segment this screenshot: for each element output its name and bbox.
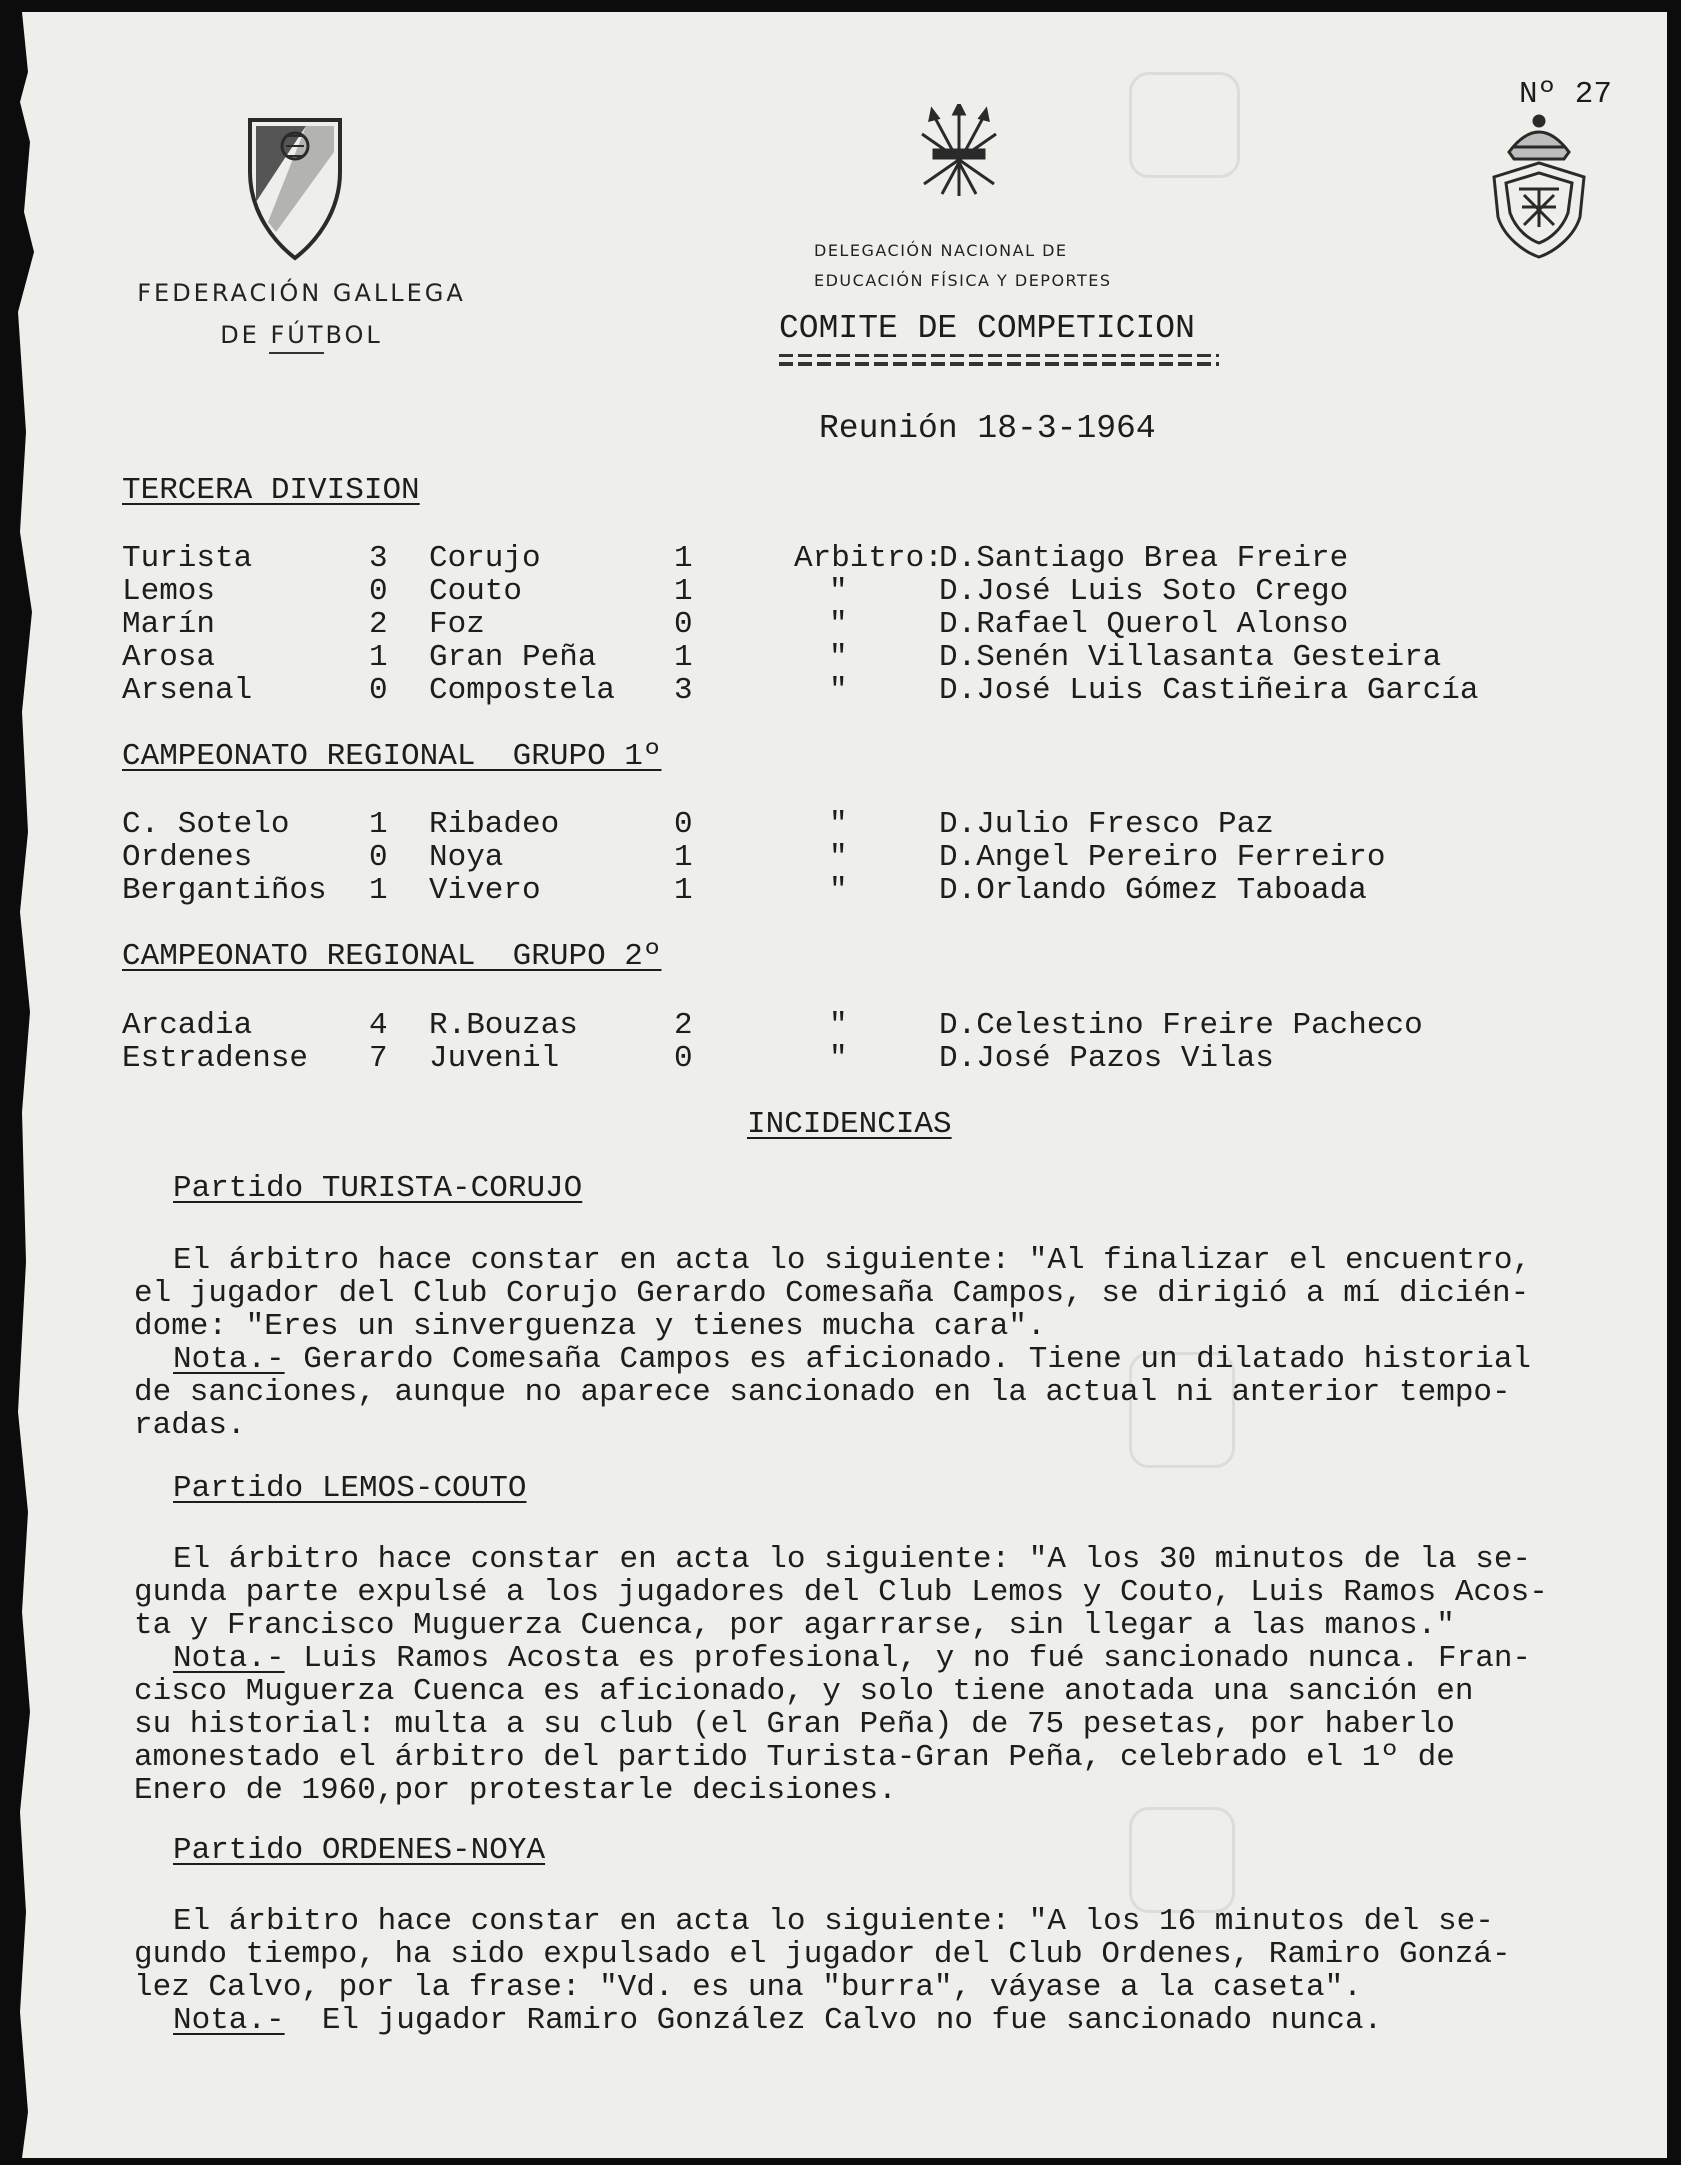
section-title: TERCERA DIVISION	[122, 473, 420, 508]
note-label: Nota.-	[173, 1342, 285, 1377]
home-team: Turista	[122, 541, 253, 576]
federation-name	[129, 272, 474, 356]
away-team: Gran Peña	[429, 640, 597, 675]
incident-title: Partido ORDENES-NOYA	[173, 1833, 546, 1868]
referee-name: D.Orlando Gómez Taboada	[939, 873, 1367, 908]
away-team: Vivero	[429, 873, 541, 908]
ditto-mark: "	[829, 1041, 848, 1076]
note-text: Gerardo Comesaña Campos es aficionado. Tiene un dilatado historial	[284, 1342, 1532, 1377]
home-score: 0	[369, 840, 388, 875]
incident-text-line: El árbitro hace constar en acta lo siguiente: "A los 16 minutos del se-	[173, 1904, 1494, 1939]
note-text: Luis Ramos Acosta es profesional, y no fué sancionado nunca. Fran-	[284, 1641, 1532, 1676]
home-team: Ordenes	[122, 840, 253, 875]
incident-text-line: gunda parte expulsé a los jugadores del Club Lemos y Couto, Luis Ramos Acos-	[134, 1575, 1548, 1610]
home-team: Arcadia	[122, 1008, 253, 1043]
referee-label: Arbitro:	[794, 541, 943, 576]
delegation-line1: DELEGACIÓN NACIONAL DE	[814, 241, 1068, 260]
ditto-mark: "	[829, 807, 848, 842]
referee-name: D.Santiago Brea Freire	[939, 541, 1349, 576]
home-team: C. Sotelo	[122, 807, 290, 842]
ditto-mark: "	[829, 574, 848, 609]
ditto-mark: "	[829, 840, 848, 875]
away-score: 0	[674, 1041, 693, 1076]
watermark-frame	[1129, 1807, 1235, 1913]
incident-text-line: lez Calvo, por la frase: "Vd. es una "burra", váyase a la caseta".	[134, 1970, 1362, 2005]
incident-text-line: el jugador del Club Corujo Gerardo Comesaña Campos, se dirigió a mí dicién-	[134, 1276, 1530, 1311]
home-team: Arosa	[122, 640, 216, 675]
incident-note-line: su historial: multa a su club (el Gran Peña) de 75 pesetas, por haberlo	[134, 1707, 1455, 1742]
document-number: Nº 27	[1519, 77, 1613, 112]
away-team: Compostela	[429, 673, 616, 708]
note-label: Nota.-	[173, 2003, 285, 2038]
referee-name: D.Julio Fresco Paz	[939, 807, 1274, 842]
incident-note-line: amonestado el árbitro del partido Turista-Gran Peña, celebrado el 1º de	[134, 1740, 1455, 1775]
away-team: Ribadeo	[429, 807, 560, 842]
home-score: 3	[369, 541, 388, 576]
document-page	[14, 12, 1667, 2158]
meeting-date: Reunión 18-3-1964	[819, 410, 1156, 447]
torn-edge	[14, 12, 40, 2158]
ditto-mark: "	[829, 873, 848, 908]
away-team: R.Bouzas	[429, 1008, 578, 1043]
away-score: 1	[674, 873, 693, 908]
away-team: Couto	[429, 574, 523, 609]
federation-rule	[269, 352, 324, 354]
incident-text-line: ta y Francisco Muguerza Cuenca, por agarrarse, sin llegar a las manos."	[134, 1608, 1455, 1643]
referee-name: D.José Luis Castiñeira García	[939, 673, 1479, 708]
watermark-frame	[1129, 72, 1240, 178]
delegation-line2: EDUCACIÓN FÍSICA Y DEPORTES	[814, 271, 1112, 290]
home-score: 1	[369, 807, 388, 842]
away-team: Noya	[429, 840, 504, 875]
ditto-mark: "	[829, 640, 848, 675]
home-team: Arsenal	[122, 673, 253, 708]
incidents-title: INCIDENCIAS	[747, 1107, 952, 1142]
home-score: 0	[369, 574, 388, 609]
home-score: 7	[369, 1041, 388, 1076]
federation-line2: DE FÚTBOL	[220, 321, 383, 349]
home-score: 1	[369, 640, 388, 675]
away-team: Foz	[429, 607, 485, 642]
home-team: Bergantiños	[122, 873, 327, 908]
incident-note-line: cisco Muguerza Cuenca es aficionado, y solo tiene anotada una sanción en	[134, 1674, 1474, 1709]
incident-note-line: de sanciones, aunque no aparece sancionado en la actual ni anterior tempo-	[134, 1375, 1511, 1410]
home-score: 2	[369, 607, 388, 642]
away-score: 1	[674, 840, 693, 875]
home-team: Lemos	[122, 574, 216, 609]
incident-note-line	[173, 1343, 1531, 1376]
incident-title: Partido TURISTA-CORUJO	[173, 1171, 583, 1206]
away-score: 1	[674, 574, 693, 609]
home-team: Estradense	[122, 1041, 309, 1076]
incident-text-line: El árbitro hace constar en acta lo siguiente: "Al finalizar el encuentro,	[173, 1243, 1532, 1278]
delegation-name	[814, 236, 1112, 296]
incident-text-line: dome: "Eres un sinverguenza y tienes mucha cara".	[134, 1309, 1046, 1344]
away-team: Juvenil	[429, 1041, 560, 1076]
committee-double-rule	[779, 354, 1219, 366]
referee-name: D.Rafael Querol Alonso	[939, 607, 1349, 642]
referee-name: D.Celestino Freire Pacheco	[939, 1008, 1423, 1043]
away-score: 1	[674, 541, 693, 576]
yoke-arrows-emblem-icon	[914, 104, 1004, 204]
federation-line1: FEDERACIÓN GALLEGA	[137, 279, 466, 307]
home-team: Marín	[122, 607, 216, 642]
incident-note-line: radas.	[134, 1408, 246, 1443]
away-score: 0	[674, 607, 693, 642]
incident-text-line: El árbitro hace constar en acta lo siguiente: "A los 30 minutos de la se-	[173, 1542, 1532, 1577]
federation-shield-icon	[246, 112, 344, 262]
note-text: El jugador Ramiro González Calvo no fue sancionado nunca.	[284, 2003, 1383, 2038]
home-score: 4	[369, 1008, 388, 1043]
incident-text-line: gundo tiempo, ha sido expulsado el jugador del Club Ordenes, Ramiro Gonzá-	[134, 1937, 1511, 1972]
incident-title: Partido LEMOS-COUTO	[173, 1471, 527, 1506]
away-score: 0	[674, 807, 693, 842]
ditto-mark: "	[829, 1008, 848, 1043]
referee-name: D.Senén Villasanta Gesteira	[939, 640, 1442, 675]
crowned-shield-icon	[1484, 107, 1594, 262]
away-team: Corujo	[429, 541, 541, 576]
home-score: 1	[369, 873, 388, 908]
home-score: 0	[369, 673, 388, 708]
incident-note-line: Enero de 1960,por protestarle decisiones.	[134, 1773, 897, 1808]
away-score: 2	[674, 1008, 693, 1043]
committee-title: COMITE DE COMPETICION	[779, 310, 1195, 347]
away-score: 3	[674, 673, 693, 708]
referee-name: D.José Luis Soto Crego	[939, 574, 1349, 609]
note-label: Nota.-	[173, 1641, 285, 1676]
incident-note-line	[173, 2004, 1382, 2037]
ditto-mark: "	[829, 607, 848, 642]
incident-note-line	[173, 1642, 1531, 1675]
section-title: CAMPEONATO REGIONAL GRUPO 1º	[122, 739, 662, 774]
section-title: CAMPEONATO REGIONAL GRUPO 2º	[122, 939, 662, 974]
ditto-mark: "	[829, 673, 848, 708]
referee-name: D.José Pazos Vilas	[939, 1041, 1274, 1076]
referee-name: D.Angel Pereiro Ferreiro	[939, 840, 1386, 875]
away-score: 1	[674, 640, 693, 675]
